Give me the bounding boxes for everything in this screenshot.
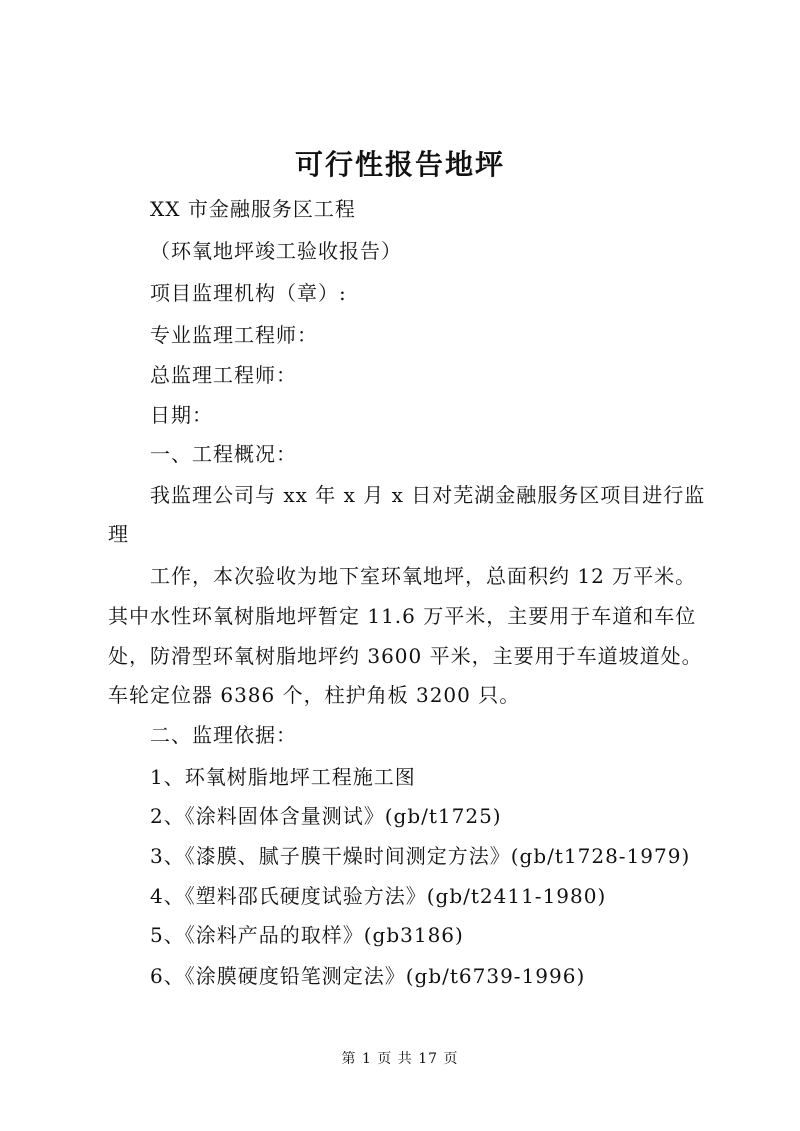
basis-list-item: 5、《涂料产品的取样》(gb3186) xyxy=(150,923,464,947)
basis-list-item: 3、《漆膜、腻子膜干燥时间测定方法》(gb/t1728-1979) xyxy=(150,844,691,868)
section-heading-overview: 一、工程概况： xyxy=(150,442,297,466)
specialist-engineer-line: 专业监理工程师： xyxy=(150,323,318,347)
basis-list-item: 6、《涂膜硬度铅笔测定法》(gb/t6739-1996) xyxy=(150,964,586,988)
section-heading-basis: 二、监理依据： xyxy=(150,723,297,747)
overview-paragraph-line: 车轮定位器 6386 个，柱护角板 3200 只。 xyxy=(108,683,521,707)
page-number-footer: 第 1 页 共 17 页 xyxy=(341,1051,459,1067)
basis-list-item: 4、《塑料邵氏硬度试验方法》(gb/t2411-1980) xyxy=(150,884,607,908)
report-type-line: （环氧地坪竣工验收报告） xyxy=(150,239,402,263)
overview-paragraph-line: 我监理公司与 xx 年 x 月 x 日对芜湖金融服务区项目进行监 xyxy=(150,483,706,507)
overview-paragraph-line: 理 xyxy=(108,522,129,546)
basis-list-item: 2、《涂料固体含量测试》(gb/t1725) xyxy=(150,804,502,828)
chief-engineer-line: 总监理工程师： xyxy=(150,363,297,387)
overview-paragraph-line: 工作，本次验收为地下室环氧地坪，总面积约 12 万平米。 xyxy=(150,564,697,588)
supervision-agency-line: 项目监理机构（章）: xyxy=(150,281,347,305)
date-line: 日期： xyxy=(150,403,213,427)
overview-paragraph-line: 其中水性环氧树脂地坪暂定 11.6 万平米，主要用于车道和车位 xyxy=(108,604,697,628)
project-name-line: XX 市金融服务区工程 xyxy=(150,197,356,221)
document-title: 可行性报告地坪 xyxy=(294,148,505,181)
basis-list-item: 1、环氧树脂地坪工程施工图 xyxy=(150,765,416,789)
overview-paragraph-line: 处，防滑型环氧树脂地坪约 3600 平米，主要用于车道坡道处。 xyxy=(108,644,703,668)
